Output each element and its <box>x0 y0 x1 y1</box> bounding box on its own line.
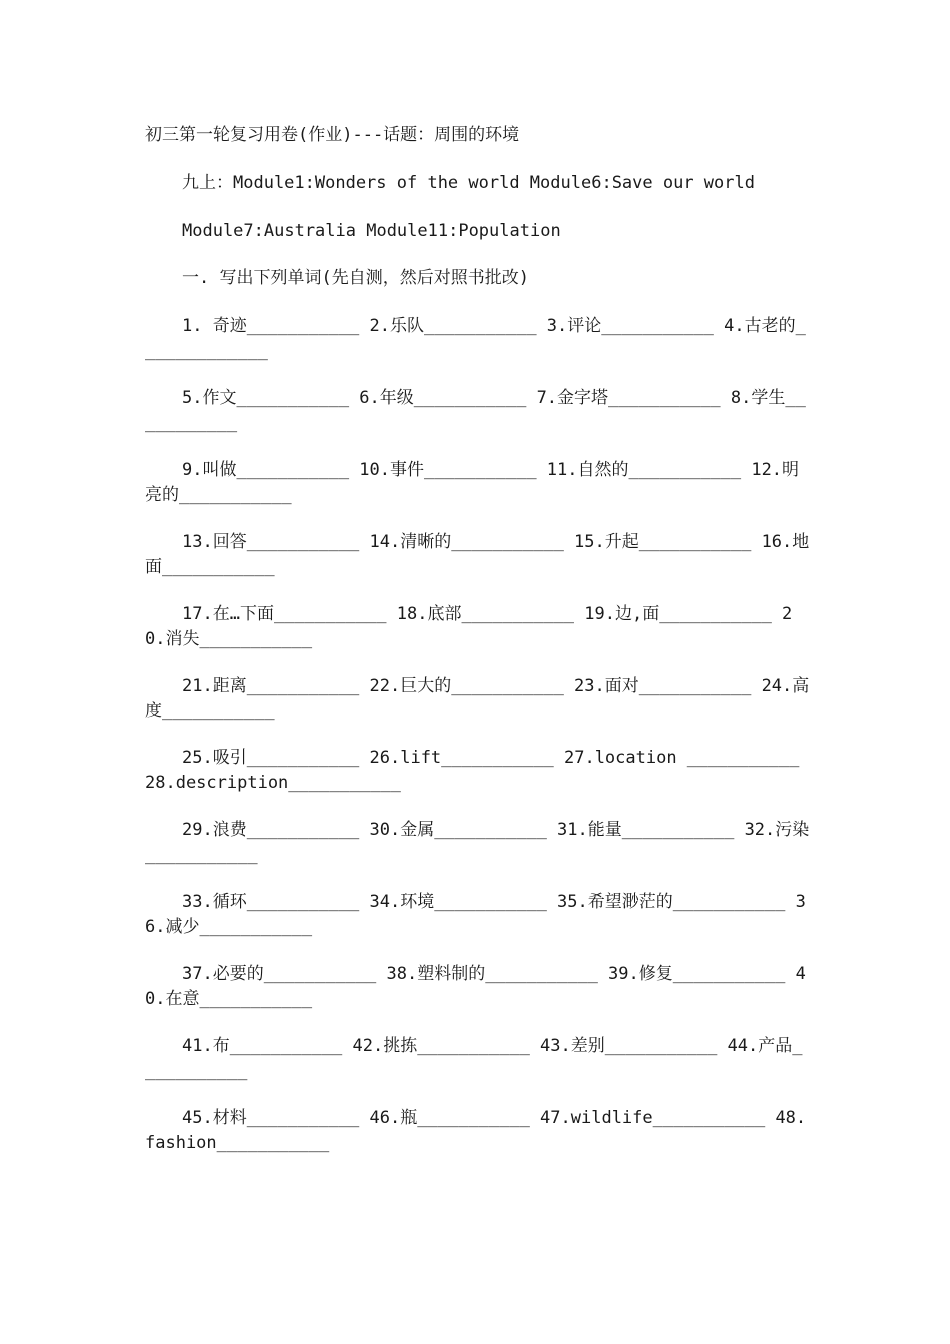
vocab-row: 29.浪费___________ 30.金属___________ 31.能量___________ 32.污染___________ <box>145 820 810 865</box>
vocab-row: 37.必要的___________ 38.塑料制的___________ 39.修复___________ 40.在意___________ <box>145 964 806 1009</box>
vocab-row: 25.吸引___________ 26.lift___________ 27.location ___________ 28.description___________ <box>145 748 810 793</box>
vocab-row: 1. 奇迹___________ 2.乐队___________ 3.评论___________ 4.古老的_____________ <box>145 316 806 361</box>
modules-line-1: 九上：Module1:Wonders of the world Module6:Save our world <box>182 173 755 193</box>
document-title: 初三第一轮复习用卷(作业)---话题：周围的环境 <box>145 125 520 145</box>
vocab-row: 17.在…下面___________ 18.底部___________ 19.边,面___________ 20.消失___________ <box>145 604 793 649</box>
vocab-row: 9.叫做___________ 10.事件___________ 11.自然的___________ 12.明亮的___________ <box>145 460 800 505</box>
vocab-row: 21.距离___________ 22.巨大的___________ 23.面对___________ 24.高度___________ <box>145 676 810 721</box>
vocab-row: 45.材料___________ 46.瓶___________ 47.wildlife___________ 48.fashion___________ <box>145 1108 807 1153</box>
vocab-row: 5.作文___________ 6.年级___________ 7.金字塔___________ 8.学生___________ <box>145 388 806 433</box>
section-heading: 一. 写出下列单词(先自测，然后对照书批改) <box>182 268 529 288</box>
modules-line-2: Module7:Australia Module11:Population <box>182 221 561 241</box>
vocab-row: 41.布___________ 42.挑拣___________ 43.差别___________ 44.产品___________ <box>145 1036 803 1081</box>
vocab-row: 33.循环___________ 34.环境___________ 35.希望渺茫的___________ 36.减少___________ <box>145 892 806 937</box>
vocab-row: 13.回答___________ 14.清晰的___________ 15.升起___________ 16.地面___________ <box>145 532 810 577</box>
